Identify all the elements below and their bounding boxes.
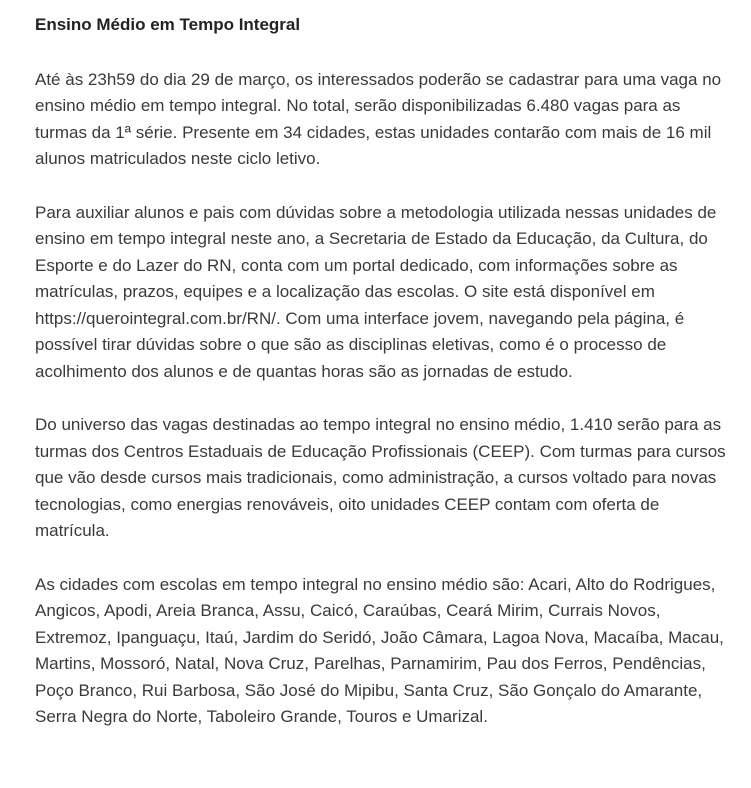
paragraph-registration-deadline: Até às 23h59 do dia 29 de março, os interessados poderão se cadastrar para uma vaga no ensino médio em tempo integral. No total, serão disponibilizadas 6.480 vagas para as turmas da 1ª série. Presente em 34 cidades, estas unidades contarão com mais de 16 mil alunos matriculados neste ciclo letivo. — [35, 69, 722, 168]
article-title: Ensino Médio em Tempo Integral — [35, 15, 301, 34]
paragraph-ceep-vacancies: Do universo das vagas destinadas ao tempo integral no ensino médio, 1.410 serão para as turmas dos Centros Estaduais de Educação Profissionais (CEEP). Com turmas para cursos que vão desde cursos mais tradicionais, como administração, a cursos voltado para novas tecnologias, como energias renováveis, oito unidades CEEP contam com oferta de matrícula. — [35, 415, 726, 540]
article — [35, 12, 735, 731]
paragraph-cities-list: As cidades com escolas em tempo integral no ensino médio são: Acari, Alto do Rodrigues, Angicos, Apodi, Areia Branca, Assu, Caicó, Caraúbas, Ceará Mirim, Currais Novos, Extremoz, Ipanguaçu, Itaú, Jardim do Seridó, João Câmara, Lagoa Nova, Macaíba, Macau, Martins, Mossoró, Natal, Nova Cruz, Parelhas, Parnamirim, Pau dos Ferros, Pendências, Poço Branco, Rui Barbosa, São José do Mipibu, Santa Cruz, São Gonçalo do Amarante, Serra Negra do Norte, Taboleiro Grande, Touros e Umarizal. — [35, 574, 724, 726]
paragraph-portal-info: Para auxiliar alunos e pais com dúvidas sobre a metodologia utilizada nessas unidades de ensino em tempo integral neste ano, a Secretaria de Estado da Educação, da Cultura, do Esporte e do Lazer do RN, conta com um portal dedicado, com informações sobre as matrículas, prazos, equipes e a localização das escolas. O site está disponível em https://querointegral.com.br/RN/. Com uma interface jovem, navegando pela página, é possível tirar dúvidas sobre o que são as disciplinas eletivas, como é o processo de acolhimento dos alunos e de quantas horas são as jornadas de estudo. — [35, 202, 717, 381]
